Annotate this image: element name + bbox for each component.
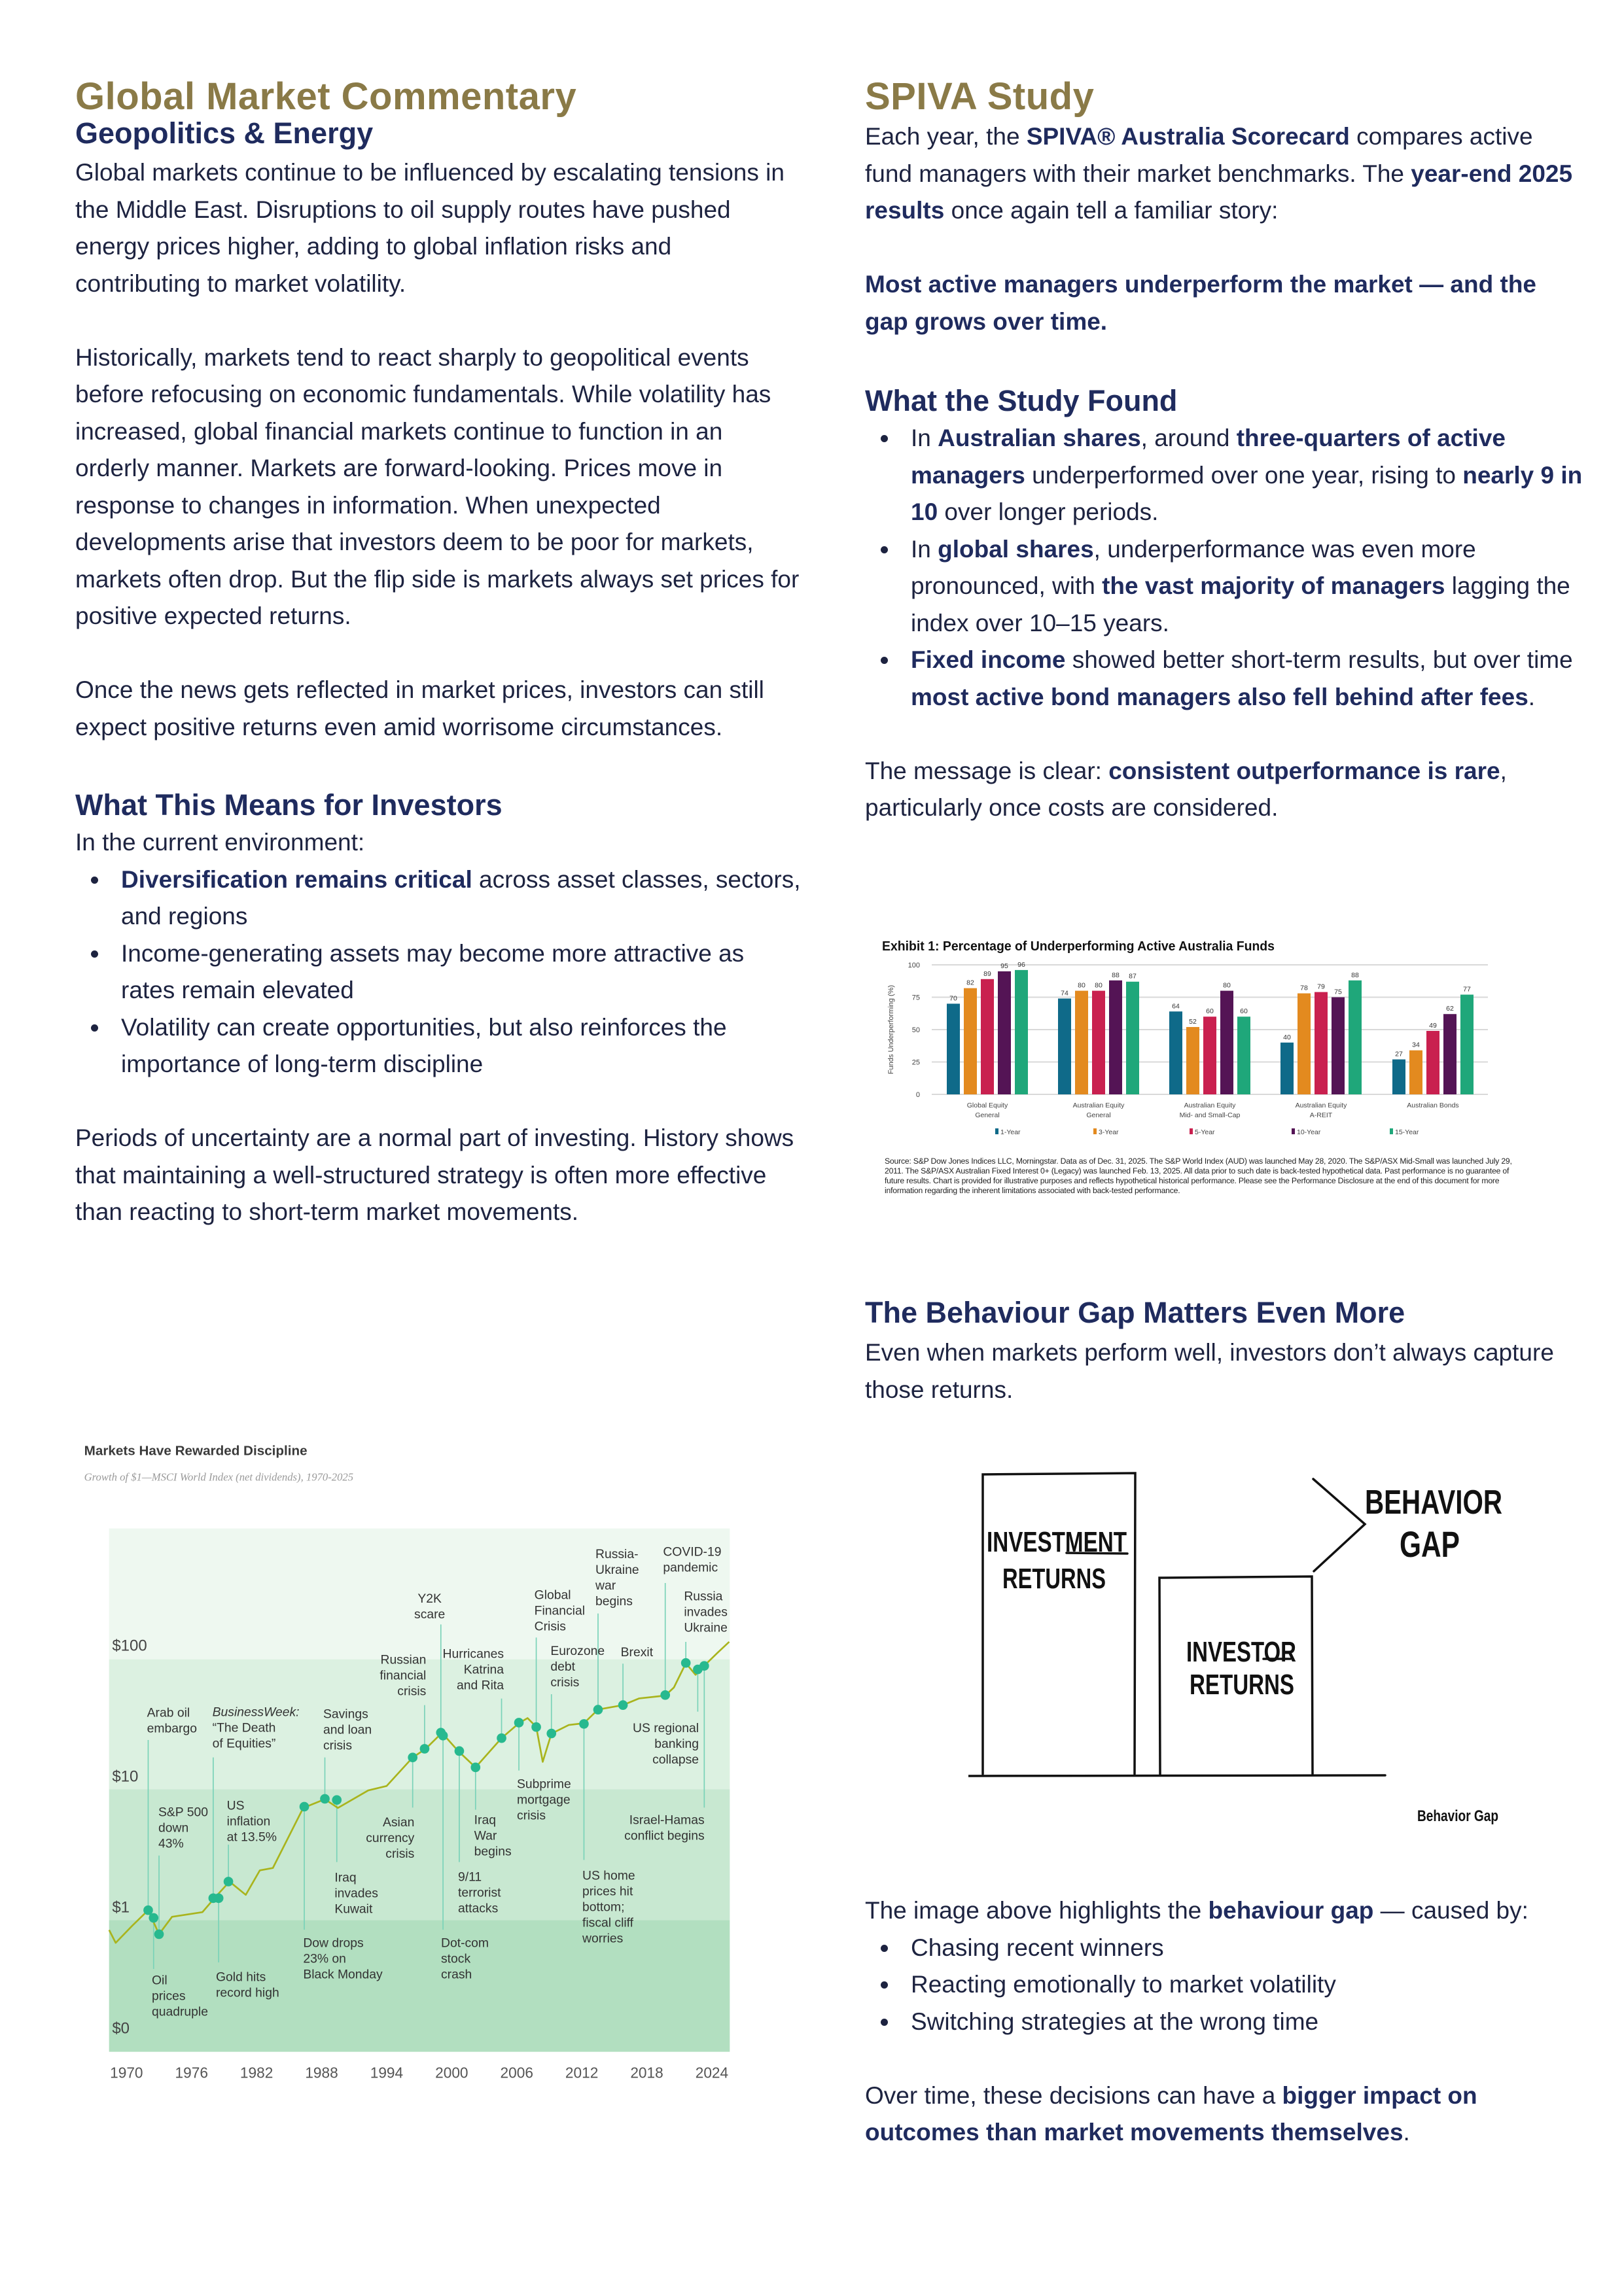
event-label-line: US	[226, 1799, 245, 1813]
event-label-line: banking	[654, 1737, 699, 1751]
page-title-global-market-commentary: Global Market Commentary	[75, 75, 577, 118]
event-marker	[699, 1661, 709, 1671]
bar-value-label: 27	[1395, 1050, 1403, 1058]
event-label-line: S&P 500	[158, 1805, 208, 1820]
list-item	[864, 531, 1585, 642]
category-label: Australian Equity	[1295, 1102, 1347, 1109]
bar-15-year	[1237, 1017, 1250, 1094]
event-label-line: invades	[334, 1887, 378, 1901]
y-tick-label: $10	[112, 1767, 139, 1786]
bar-value-label: 70	[949, 994, 957, 1003]
event-marker	[154, 1930, 164, 1939]
legend-swatch	[1190, 1128, 1193, 1134]
text-segment: , around	[1140, 425, 1237, 451]
x-tick-label: 2000	[435, 2064, 468, 2081]
bullet-icon	[881, 657, 888, 664]
text-segment: across asset classes, sectors, and regions	[121, 865, 801, 930]
event-label-line: Black Monday	[303, 1968, 383, 1982]
event-marker	[332, 1795, 342, 1805]
category-label: Australian Equity	[1184, 1102, 1236, 1109]
event-marker	[224, 1877, 234, 1887]
text-segment: Over time, these decisions can have a	[865, 2081, 1282, 2109]
bar-15-year	[1349, 981, 1362, 1094]
event-marker	[497, 1733, 506, 1743]
event-label-line: Iraq	[474, 1813, 496, 1828]
bar-value-label: 88	[1351, 971, 1359, 979]
list-item	[864, 2004, 1585, 2041]
event-label-line: Oil	[152, 1974, 168, 1988]
bar-value-label: 62	[1446, 1005, 1454, 1013]
event-label-line: Dot-com	[441, 1936, 489, 1951]
event-label-line: prices hit	[582, 1885, 633, 1899]
list-item	[74, 935, 802, 1009]
event-label-line: currency	[366, 1832, 415, 1845]
bar-value-label: 34	[1412, 1041, 1420, 1049]
text-segment: .	[1528, 683, 1536, 710]
x-tick-label: 1976	[175, 2064, 208, 2081]
event-label-line: and Rita	[457, 1679, 504, 1693]
list-item	[864, 642, 1585, 716]
x-tick-label: 2024	[695, 2064, 729, 2081]
event-label-line: debt	[550, 1660, 575, 1674]
event-label-line: Eurozone	[550, 1644, 605, 1658]
bar-value-label: 60	[1206, 1007, 1214, 1016]
event-label-line: crisis	[550, 1676, 580, 1690]
event-marker	[438, 1731, 448, 1741]
event-marker	[470, 1763, 480, 1773]
event-label-line: Brexit	[620, 1646, 654, 1660]
bold-text: three-quarters of active managers	[911, 425, 1506, 489]
paragraph-key-finding	[865, 266, 1585, 340]
bar-15-year	[1126, 982, 1139, 1094]
list-item	[74, 1009, 802, 1083]
investor-bullet-list	[74, 861, 802, 1083]
bar-value-label: 79	[1317, 983, 1325, 991]
bullet-icon	[91, 1024, 98, 1032]
event-label-line: mortgage	[517, 1793, 571, 1807]
y-tick-label: 25	[911, 1058, 920, 1067]
text-segment: Once the news gets reflected in market prices, investors can still expect positive returns even amid worrisome circumstances.	[75, 676, 764, 740]
text-segment: over longer periods.	[938, 498, 1159, 525]
bar-value-label: 95	[1000, 962, 1008, 970]
text-segment: Switching strategies at the wrong time	[911, 2008, 1319, 2035]
category-label: Mid- and Small-Cap	[1179, 1111, 1241, 1119]
event-label-line: US home	[582, 1869, 635, 1883]
event-label-line: Israel-Hamas	[629, 1813, 705, 1828]
label-investor: INVESTOR	[1186, 1636, 1296, 1668]
event-label-line: begins	[595, 1595, 633, 1609]
bar-value-label: 80	[1095, 981, 1103, 990]
bar-10-year	[1443, 1014, 1456, 1094]
text-segment: showed better short-term results, but over time	[1065, 646, 1573, 673]
bold-text: Australian shares	[938, 425, 1141, 451]
bar-3-year	[1186, 1027, 1199, 1094]
event-label	[684, 1590, 728, 1635]
y-tick-label: $0	[112, 2019, 130, 2038]
event-label-line: 43%	[158, 1837, 184, 1851]
bar-value-label: 52	[1189, 1018, 1197, 1026]
bar-value-label: 64	[1172, 1002, 1180, 1011]
heading-what-this-means: What This Means for Investors	[75, 788, 503, 822]
study-findings-list	[864, 420, 1585, 716]
x-tick-label: 1970	[110, 2064, 143, 2081]
x-tick-label: 2006	[500, 2064, 533, 2081]
bar-value-label: 80	[1223, 981, 1231, 990]
bar-3-year	[1297, 994, 1311, 1094]
event-label-line: Russia	[684, 1590, 723, 1604]
y-tick-label: 0	[915, 1091, 920, 1099]
legend-label: 1-Year	[1000, 1128, 1021, 1136]
paragraph-message	[865, 753, 1585, 827]
bar-15-year	[1460, 995, 1474, 1094]
bar-1-year	[1169, 1011, 1182, 1094]
category-label: General	[1086, 1111, 1111, 1119]
text-segment: Global markets continue to be influenced by escalating tensions in the Middle East. Disruptions to oil supply routes have pushed energy prices higher, adding to global inflation risks and contributing to market volatility.	[75, 159, 785, 297]
event-label-line: Dow drops	[303, 1936, 364, 1951]
bold-text: consistent outperformance is rare	[1108, 757, 1500, 784]
causes-list	[864, 1930, 1585, 2041]
category-label: Global Equity	[966, 1102, 1008, 1109]
event-label-line: embargo	[147, 1722, 197, 1736]
list-item	[864, 420, 1585, 531]
event-label-line: fiscal cliff	[582, 1916, 634, 1930]
bar-value-label: 60	[1240, 1007, 1248, 1016]
bar-value-label: 82	[966, 979, 974, 987]
chart-title: Markets Have Rewarded Discipline	[84, 1443, 308, 1459]
text-segment: compares active fund managers with their market benchmarks. The	[865, 123, 1533, 187]
event-label-line: collapse	[652, 1753, 699, 1767]
event-marker	[681, 1658, 691, 1668]
bullet-icon	[881, 1981, 888, 1989]
page-title-spiva-study: SPIVA Study	[865, 75, 1095, 118]
text-segment: In	[911, 535, 938, 563]
bold-text: Diversification remains critical	[121, 865, 472, 893]
text-segment: .	[1403, 2119, 1410, 2146]
text-segment: In the current environment:	[75, 829, 365, 856]
bar-value-label: 89	[983, 969, 991, 978]
text-segment: once again tell a familiar story:	[944, 197, 1279, 224]
investment-returns-bar	[983, 1473, 1135, 1774]
label-gap: GAP	[1400, 1523, 1460, 1565]
y-tick-label: $1	[112, 1898, 130, 1917]
event-marker	[579, 1719, 589, 1729]
bar-value-label: 77	[1463, 985, 1471, 994]
y-tick-label: $100	[112, 1637, 147, 1655]
paragraph-behaviour-gap	[865, 1334, 1585, 1408]
y-tick-label: 75	[911, 994, 920, 1002]
bold-text: bigger impact on outcomes than market movements themselves	[865, 2081, 1477, 2146]
event-label-line: Y2K	[417, 1592, 442, 1606]
x-tick-label: 2018	[630, 2064, 663, 2081]
event-label-line: Iraq	[334, 1871, 357, 1885]
bar-value-label: 74	[1061, 989, 1068, 998]
category-label: Australian Equity	[1072, 1102, 1125, 1109]
paragraph-current-environment	[75, 824, 802, 861]
bar-value-label: 87	[1129, 972, 1137, 981]
bar-10-year	[1332, 998, 1345, 1095]
behaviour-causes-section	[865, 1892, 1585, 2151]
behavior-gap-signature: Behavior Gap	[1417, 1807, 1498, 1825]
bullet-icon	[881, 546, 888, 553]
x-tick-label: 2012	[565, 2064, 599, 2081]
paragraph-geopolitics-2	[75, 339, 802, 635]
event-marker	[531, 1722, 541, 1732]
left-column	[75, 74, 802, 1231]
event-label-line: inflation	[226, 1815, 271, 1829]
event-label-line: stock	[441, 1952, 471, 1966]
bar-10-year	[998, 971, 1011, 1094]
event-label-line: prices	[152, 1989, 186, 2004]
bar-5-year	[981, 979, 994, 1094]
bar-3-year	[964, 988, 977, 1094]
event-label-line: at 13.5%	[226, 1830, 277, 1845]
event-label-line: Subprime	[517, 1777, 571, 1792]
text-segment: underperformed over one year, rising to	[1025, 461, 1463, 489]
event-label-line: War	[474, 1829, 497, 1843]
text-segment: Even when markets perform well, investors don’t always capture those returns.	[865, 1339, 1554, 1403]
event-label-line: terrorist	[458, 1886, 501, 1900]
paragraph-uncertainty	[75, 1120, 802, 1231]
x-tick-label: 1988	[305, 2064, 338, 2081]
event-label-line: US regional	[633, 1722, 699, 1735]
bar-value-label: 78	[1300, 984, 1308, 992]
paragraph-geopolitics-1	[75, 154, 802, 302]
event-label-line: COVID-19	[663, 1545, 722, 1559]
paragraph-geopolitics-3	[75, 672, 802, 746]
legend-swatch	[1093, 1128, 1097, 1134]
event-label-line: quadruple	[152, 2005, 208, 2019]
legend-label: 10-Year	[1297, 1128, 1321, 1136]
baseline	[968, 1775, 1385, 1776]
label-returns-1: RETURNS	[1002, 1563, 1106, 1595]
event-label-line: crisis	[323, 1739, 353, 1753]
label-returns-2: RETURNS	[1190, 1669, 1294, 1701]
event-label-line: conflict begins	[624, 1829, 705, 1843]
event-marker	[514, 1718, 524, 1728]
event-marker	[149, 1913, 158, 1923]
legend-swatch	[995, 1128, 998, 1134]
event-marker	[593, 1705, 603, 1714]
text-segment: The image above highlights the	[865, 1897, 1209, 1924]
legend-label: 5-Year	[1195, 1128, 1215, 1136]
event-marker	[408, 1752, 417, 1762]
chart-subtitle: Growth of $1—MSCI World Index (net dividends), 1970-2025	[84, 1470, 354, 1484]
bullet-icon	[91, 877, 98, 884]
legend-label: 3-Year	[1099, 1128, 1119, 1136]
x-tick-label: 1982	[239, 2064, 274, 2081]
bullet-icon	[881, 1945, 888, 1952]
legend-swatch	[1390, 1128, 1393, 1134]
event-marker	[420, 1744, 430, 1754]
event-label-line: war	[595, 1579, 616, 1593]
x-tick-label: 1994	[370, 2064, 404, 2081]
event-label-line: crisis	[397, 1684, 427, 1699]
event-label-line: scare	[414, 1608, 446, 1622]
event-label-line: attacks	[458, 1902, 499, 1916]
bar-value-label: 80	[1078, 981, 1086, 990]
bold-text: most active bond managers also fell behind after fees	[911, 683, 1528, 710]
list-item	[864, 1930, 1585, 1967]
paragraph-over-time	[865, 2078, 1585, 2151]
bold-text: behaviour gap	[1208, 1897, 1374, 1924]
event-label-line: down	[158, 1821, 189, 1835]
event-marker	[546, 1729, 556, 1739]
event-label-line: Financial	[534, 1604, 586, 1618]
bar-5-year	[1203, 1017, 1216, 1094]
event-label-line: Russia-	[595, 1548, 639, 1561]
y-tick-label: 100	[908, 962, 920, 969]
bar-1-year	[1058, 998, 1071, 1094]
text-segment: — caused by:	[1373, 1897, 1528, 1924]
label-investment: INVESTMENT	[987, 1526, 1127, 1558]
category-label: A-REIT	[1309, 1111, 1333, 1119]
chart-source-note: Source: S&P Dow Jones Indices LLC, Morningstar. Data as of Dec. 31, 2025. The S&P World Index (AUD) was launched May 28, 2020. The S&P/ASX Mid-Small was launched July 29, 2011. The S&P/ASX Australian Fixed Interest 0+ (Legacy) was launched Feb. 13, 2025. All data prior to such date is back-tested hypothetical data. Past performance is no guarantee of future results. Chart is provided for illustrative purposes and reflects hypothetical historical performance. Please see the Performance Disclosure at the end of this document for more information regarding the inherent limitations associated with back-tested performance.	[885, 1157, 1512, 1195]
event-label-line: 23% on	[303, 1952, 346, 1966]
event-marker	[300, 1802, 309, 1812]
event-label-line: “The Death	[212, 1721, 276, 1735]
text-segment: Historically, markets tend to react sharply to geopolitical events before refocusing on economic fundamentals. While volatility has increased, global financial markets continue to function in an orderly manner. Markets are forward-looking. Prices move in response to changes in information. When unexpected developments arise that investors deem to be poor for markets, markets often drop. But the flip side is markets always set prices for positive expected returns.	[75, 343, 800, 629]
bold-text: nearly 9 in 10	[911, 461, 1583, 525]
text-segment: , particularly once costs are considered.	[865, 757, 1507, 821]
event-label	[621, 1646, 654, 1660]
event-label-line: Ukraine	[595, 1563, 639, 1577]
right-column	[865, 74, 1585, 827]
event-label-line: Arab oil	[147, 1706, 190, 1720]
bold-text: SPIVA® Australia Scorecard	[1026, 123, 1350, 150]
event-label-line: Gold hits	[216, 1970, 266, 1985]
bullet-icon	[881, 435, 888, 442]
event-marker	[320, 1794, 330, 1804]
spiva-bar-chart	[877, 929, 1518, 1158]
bullet-icon	[91, 950, 98, 958]
event-label-line: 9/11	[458, 1870, 482, 1885]
bar-5-year	[1092, 991, 1105, 1094]
event-label-line: invades	[684, 1605, 728, 1620]
event-label-line: Asian	[382, 1816, 415, 1830]
event-label-line: of Equities”	[212, 1737, 276, 1751]
bar-3-year	[1409, 1051, 1422, 1094]
list-item	[74, 861, 802, 935]
bar-10-year	[1109, 981, 1122, 1094]
event-label-line: crash	[441, 1968, 472, 1982]
event-label-line: Kuwait	[334, 1902, 373, 1917]
event-label-line: Crisis	[534, 1620, 566, 1634]
list-item	[864, 1966, 1585, 2004]
event-label-line: crisis	[517, 1809, 546, 1823]
bar-value-label: 88	[1112, 971, 1120, 979]
event-marker	[618, 1700, 628, 1710]
y-tick-label: 50	[911, 1026, 920, 1034]
event-marker	[214, 1894, 224, 1904]
bar-1-year	[1392, 1060, 1405, 1094]
gap-bracket	[1313, 1479, 1365, 1571]
paragraph-image-highlights	[865, 1892, 1585, 1930]
heading-what-study-found: What the Study Found	[865, 384, 1178, 417]
bar-5-year	[1315, 992, 1328, 1094]
text-segment: Reacting emotionally to market volatility	[911, 1971, 1336, 1998]
bold-text: year-end 2025 results	[865, 160, 1573, 224]
bar-5-year	[1426, 1031, 1439, 1094]
bar-1-year	[947, 1003, 960, 1094]
bar-10-year	[1220, 991, 1233, 1094]
behaviour-gap-section	[865, 1294, 1585, 1408]
text-segment: lagging the index over 10–15 years.	[911, 572, 1570, 636]
text-segment: Volatility can create opportunities, but also reinforces the importance of long-term discipline	[121, 1013, 727, 1077]
heading-geopolitics-energy: Geopolitics & Energy	[75, 116, 374, 150]
event-label-line: worries	[582, 1932, 624, 1946]
bar-value-label: 40	[1283, 1033, 1291, 1041]
bold-text: global shares	[938, 535, 1094, 563]
event-marker	[660, 1690, 670, 1700]
event-label-line: financial	[380, 1669, 427, 1683]
text-segment: The message is clear:	[865, 757, 1109, 784]
event-label-line: pandemic	[663, 1561, 718, 1575]
event-label-line: bottom;	[582, 1900, 625, 1915]
event-label-line: and loan	[323, 1723, 372, 1737]
bar-value-label: 75	[1334, 988, 1342, 996]
paragraph-spiva-intro	[865, 118, 1585, 230]
bold-text: Fixed income	[911, 646, 1066, 673]
bar-value-label: 96	[1017, 960, 1025, 969]
event-label-line: crisis	[385, 1847, 415, 1861]
event-label-line: Katrina	[463, 1663, 504, 1677]
behavior-gap-drawing	[968, 1465, 1531, 1858]
y-axis-label: Funds Underperforming (%)	[887, 984, 895, 1075]
text-segment: Periods of uncertainty are a normal part of investing. History shows that maintaining a well-structured strategy is often more effective than reacting to short-term market movements.	[75, 1124, 794, 1225]
event-label-line: Russian	[380, 1653, 427, 1667]
event-label-line: BusinessWeek:	[212, 1705, 300, 1720]
bullet-icon	[881, 2019, 888, 2026]
chart-band	[109, 1920, 730, 2051]
text-segment: , underperformance was even more pronounced, with	[911, 535, 1476, 599]
event-marker	[455, 1747, 465, 1756]
label-behavior: BEHAVIOR	[1365, 1484, 1502, 1522]
bar-15-year	[1015, 970, 1028, 1094]
category-label: Australian Bonds	[1407, 1102, 1459, 1109]
legend-label: 15-Year	[1395, 1128, 1419, 1136]
event-label-line: Ukraine	[684, 1621, 728, 1635]
event-label-line: record high	[216, 1986, 279, 2000]
bar-3-year	[1075, 991, 1088, 1094]
event-label-line: Global	[534, 1588, 571, 1603]
event-label-line: Hurricanes	[442, 1647, 504, 1661]
event-label-line: begins	[474, 1845, 512, 1859]
legend-swatch	[1292, 1128, 1295, 1134]
category-label: General	[975, 1111, 1000, 1119]
event-label-line: Savings	[323, 1707, 368, 1722]
text-segment: In	[911, 425, 938, 451]
text-segment: Income-generating assets may become more attractive as rates remain elevated	[121, 939, 745, 1003]
text-segment: Chasing recent winners	[911, 1934, 1164, 1961]
bar-1-year	[1280, 1043, 1294, 1094]
heading-behaviour-gap: The Behaviour Gap Matters Even More	[865, 1296, 1405, 1329]
markets-rewarded-discipline-chart	[72, 1433, 752, 2152]
bold-text: the vast majority of managers	[1102, 572, 1445, 599]
bar-value-label: 49	[1429, 1021, 1437, 1030]
text-segment: Each year, the	[865, 123, 1027, 150]
chart-title: Exhibit 1: Percentage of Underperforming Active Australia Funds	[882, 939, 1275, 954]
bold-text: Most active managers underperform the market — and the gap grows over time.	[865, 271, 1536, 335]
